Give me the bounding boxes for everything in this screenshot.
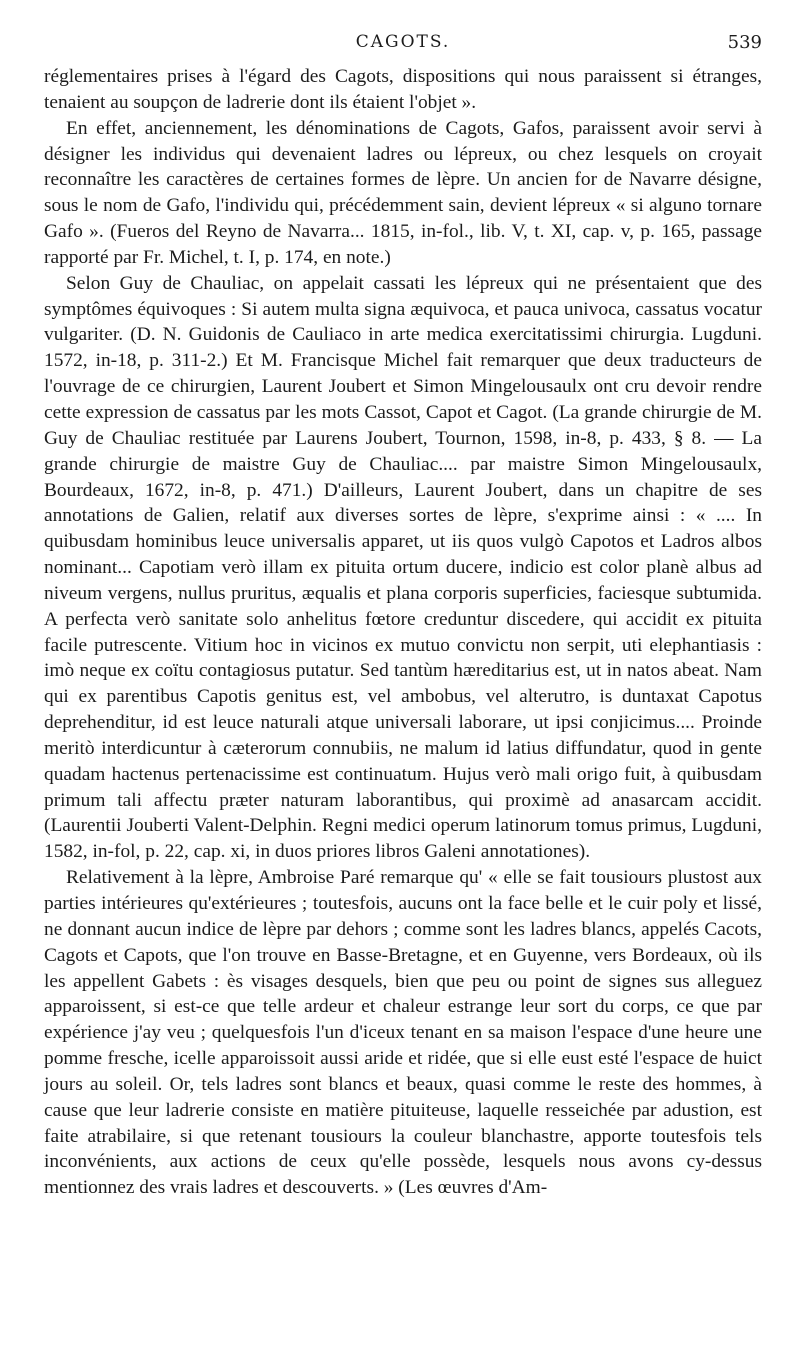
paragraph-continuation: réglementaires prises à l'égard des Cagots, dispositions qui nous paraissent si étranges, tenaient au soupçon de ladrerie dont ils étaient l'objet ».	[44, 66, 762, 113]
paragraph-chauliac: Selon Guy de Chauliac, on appelait cassati les lépreux qui ne présentaient que des symptômes équivoques : Si autem multa signa æquivoca, et pauca univoca, cassatus vocatur vulgariter. (D. N. Guidonis de Cauliaco in arte medica exercitatissimi chirurgia. Lugduni. 1572, in-18, p. 311-2.) Et M. Francisque Michel fait remarquer que deux traducteurs de l'ouvrage de ce chirurgien, Laurent Joubert et Simon Mingelousaulx ont cru devoir rendre cette expression de cassatus par les mots Cassot, Capot et Cagot. (La grande chirurgie de M. Guy de Chauliac restituée par Laurens Joubert, Tournon, 1598, in-8, p. 433, § 8. — La grande chirurgie de maistre Guy de Chauliac.... par maistre Simon Mingelousaulx, Bourdeaux, 1672, in-8, p. 471.) D'ailleurs, Laurent Joubert, dans un chapitre de ses annotations de Galien, relatif aux diverses sortes de lèpre, s'exprime ainsi : « .... In quibusdam hominibus leuce universalis apparet, ut iis quos vulgò Capotos et Ladros albos nominant... Capotiam verò illam ex pituita ortum ducere, indicio est color planè albus ad niveum vergens, nullus pruritus, æqualis et plana corporis superficies, faciesque subtumida. A perfecta verò sanitate solo anhelitus fœtore creduntur discedere, qui accidit ex pituita facile putrescente. Vitium hoc in vicinos ex mutuo convictu non serpit, uti elephantiasis : imò neque ex coïtu contagiosus putatur. Sed tantùm hæreditarius est, ut in natos abeat. Nam qui ex parentibus Capotis genitus est, vel ambobus, vel alterutro, is duntaxat Capotus deprehenditur, id est leuce naturali atque universali laborare, ut ipsi conjicimus.... Proinde meritò interdicuntur à cæterorum connubiis, ne malum id latius diffundatur, quod in gente quadam hactenus pertenacissime est continuatum. Hujus verò mali origo fuit, à quibusdam primum tali affectu præter naturam laborantibus, qui proximè ad anasarcam accidit. (Laurentii Jouberti Valent-Delphin. Regni medici operum latinorum tomus primus, Lugduni, 1582, in-fol, p. 22, cap. xi, in duos priores libros Galeni annotationes).	[44, 272, 762, 863]
page-number: 539	[727, 32, 762, 53]
body-text	[44, 64, 762, 1201]
running-title: CAGOTS.	[355, 32, 451, 52]
paragraph-gafos: En effet, anciennement, les dénominations de Cagots, Gafos, paraissent avoir servi à désigner les individus qui devenaient ladres ou lépreux, ou chez lesquels on croyait reconnaître les caractères de certaines formes de lèpre. Un ancien for de Navarre désigne, sous le nom de Gafo, l'individu qui, précédemment sain, devient lépreux « si alguno tornare Gafo ». (Fueros del Reyno de Navarra... 1815, in-fol., lib. V, t. XI, cap. v, p. 165, passage rapporté par Fr. Michel, t. I, p. 174, en note.)	[44, 117, 762, 268]
paragraph-pare: Relativement à la lèpre, Ambroise Paré remarque qu' « elle se fait tousiours plustost aux parties intérieures qu'extérieures ; toutesfois, aucuns ont la face belle et le cuir poly et lissé, ne donnant aucun indice de lèpre par dehors ; comme sont les ladres blancs, appelés Cacots, Cagots et Capots, que l'on trouve en Basse-Bretagne, et en Guyenne, vers Bordeaux, où ils les appellent Gabets : ès visages desquels, bien que peu ou point de signes sus alleguez apparoissent, si est-ce que telle ardeur et chaleur estrange leur sort du corps, ce que par expérience j'ay veu ; quelquesfois l'un d'iceux tenant en sa maison l'espace d'une heure une pomme fresche, icelle apparoissoit aussi aride et ridée, que si elle eust esté l'espace de huict jours au soleil. Or, tels ladres sont blancs et beaux, quasi comme le reste des hommes, à cause que leur ladrerie consiste en matière pituiteuse, laquelle resseichée par adustion, est faite atrabilaire, si que retenant tousiours la couleur blanchastre, apporte toutesfois tels inconvénients, aux actions de ceux qu'elle possède, lesquels nous avons cy-dessus mentionnez des vrais ladres et descouverts. » (Les œuvres d'Am-	[44, 867, 762, 1199]
page-header	[44, 30, 762, 64]
